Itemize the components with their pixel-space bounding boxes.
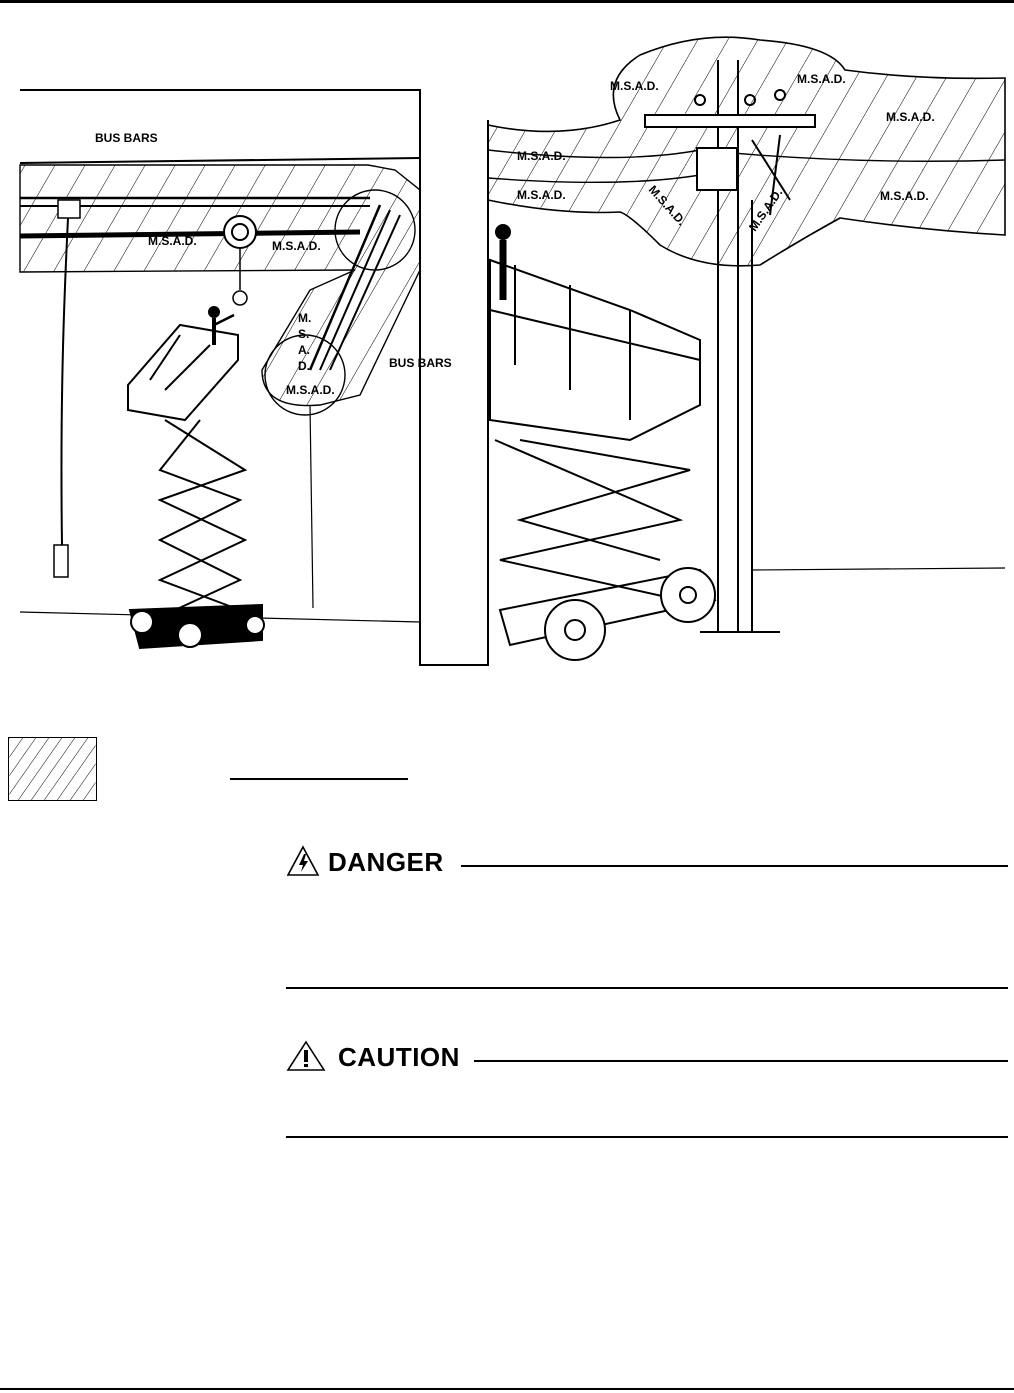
msad-label-9: M.S.A.D. — [880, 189, 929, 203]
danger-notice — [286, 845, 1008, 885]
danger-heading: DANGER — [328, 847, 444, 877]
msad-label-7: M.S.A.D. — [797, 72, 846, 86]
msad-label-5: M.S.A.D. — [517, 188, 566, 202]
msad-vertical-1: M. — [298, 311, 312, 325]
bus-bars-label-top: BUS BARS — [95, 131, 158, 145]
msad-vertical-4: D. — [298, 359, 310, 373]
large-scissor-lift — [490, 225, 715, 660]
msad-label-1: M.S.A.D. — [148, 234, 197, 248]
small-scissor-lift — [128, 307, 264, 648]
msad-vertical-2: S. — [298, 327, 310, 341]
caution-section-rule — [286, 1136, 1008, 1138]
danger-heading-rule — [461, 865, 1008, 867]
msad-label-10: M.S.A.D. — [645, 182, 689, 229]
footer-rule — [0, 1388, 1014, 1390]
caution-heading-rule — [474, 1060, 1008, 1062]
msad-label-2: M.S.A.D. — [272, 239, 321, 253]
msad-vertical-3: A. — [298, 343, 310, 357]
danger-section-rule — [286, 987, 1008, 989]
legend-underline — [230, 778, 408, 780]
caution-notice — [286, 1040, 1008, 1080]
msad-label-8: M.S.A.D. — [886, 110, 935, 124]
electrical-hazard-triangle-icon — [286, 845, 320, 877]
msad-label-3: M.S.A.D. — [286, 383, 335, 397]
bus-bars-label-right: BUS BARS — [389, 356, 452, 370]
msad-label-11: M.S.A.D. — [745, 185, 786, 234]
msad-label-4: M.S.A.D. — [517, 149, 566, 163]
msad-label-6: M.S.A.D. — [610, 79, 659, 93]
exclamation-triangle-icon — [286, 1040, 326, 1072]
caution-heading: CAUTION — [338, 1042, 460, 1072]
legend-hatch-box — [8, 737, 97, 801]
